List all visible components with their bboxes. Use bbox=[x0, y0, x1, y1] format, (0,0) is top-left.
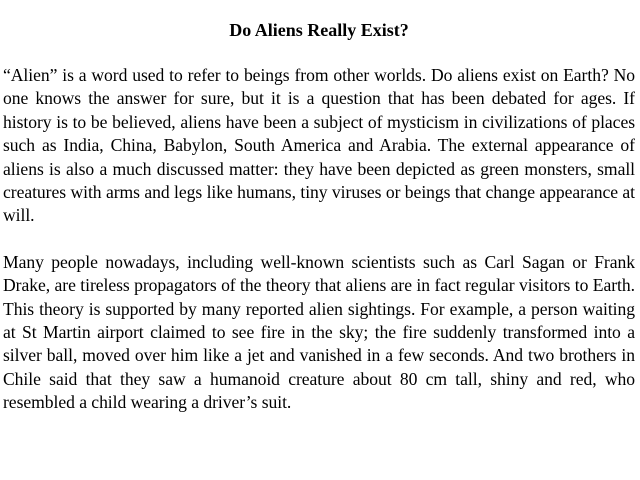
paragraph-aliens-intro: “Alien” is a word used to refer to beings from other worlds. Do aliens exist on Earth? No one knows the answer for sure, but it is a question that has been debated for ages. If history is to be believed, aliens have been a subject of mysticism in civilizations of places such as India, China, Babylon, South America and Arabia. The external appearance of aliens is also a much discussed matter: they have been depicted as green monsters, small creatures with arms and legs like humans, tiny viruses or beings that change appearance at will. bbox=[3, 65, 635, 226]
paragraph-alien-sightings: Many people nowadays, including well-known scientists such as Carl Sagan or Frank Drake, are tireless propagators of the theory that aliens are in fact regular visitors to Earth. This theory is supported by many reported alien sightings. For example, a person waiting at St Martin airport claimed to see fire in the sky; the fire suddenly transformed into a silver ball, moved over him like a jet and vanished in a few seconds. And two brothers in Chile said that they saw a humanoid creature about 80 cm tall, shiny and red, who resembled a child wearing a driver’s suit. bbox=[3, 251, 635, 413]
document-page bbox=[3, 18, 635, 415]
document-title: Do Aliens Really Exist? bbox=[229, 20, 409, 40]
